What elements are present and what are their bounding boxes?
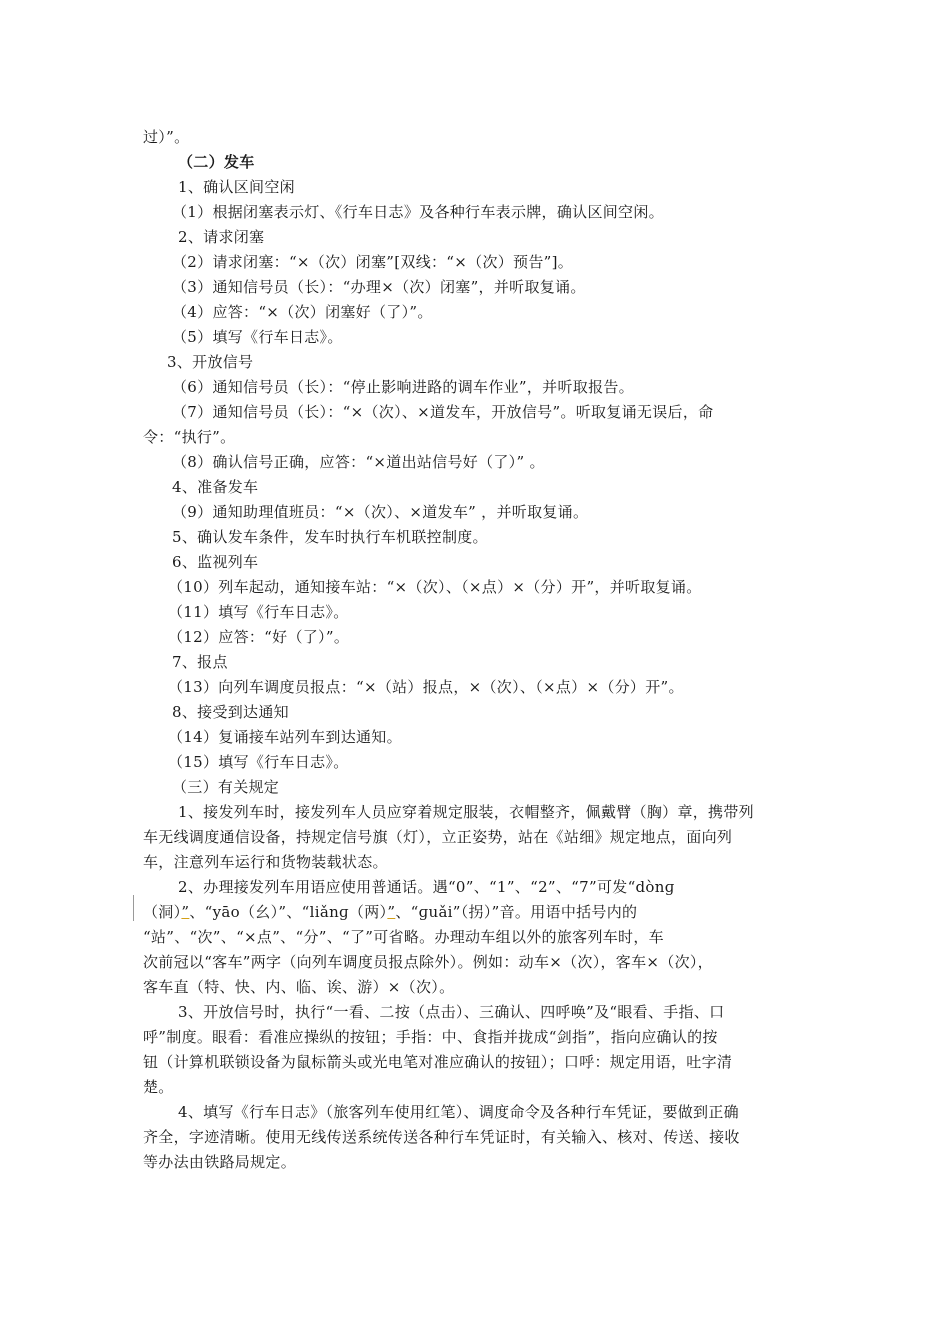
text-line: （2）请求闭塞：“×（次）闭塞”[双线：“×（次）预告”]。 [172, 253, 574, 271]
subheading: 6、监视列车 [172, 553, 259, 571]
text-line: （9）通知助理值班员：“×（次）、×道发车” ，并听取复诵。 [172, 503, 589, 521]
paragraph-line: 呼”制度。眼看：看准应操纵的按钮；手指：中、食指并拢成“剑指”，指向应确认的按 [143, 1028, 718, 1046]
paragraph-line: 次前冠以“客车”两字（向列车调度员报点除外）。例如：动车×（次），客车×（次）， [143, 953, 713, 971]
text-line: （15）填写《行车日志》。 [168, 753, 349, 771]
paragraph-line: 车，注意列车运行和货物装载状态。 [143, 853, 388, 871]
paragraph-line: 等办法由铁路局规定。 [143, 1153, 297, 1171]
text-line: （11）填写《行车日志》。 [168, 603, 349, 621]
text-line: （14）复诵接车站列车到达通知。 [168, 728, 402, 746]
text-line: （6）通知信号员（长）：“停止影响进路的调车作业”，并听取报告。 [172, 378, 634, 396]
text-span: 、“ɡuǎi”（拐）”音。用语中括号内的 [395, 903, 638, 921]
text-line: （7）通知信号员（长）：“×（次）、×道发车，开放信号”。听取复诵无误后，命 [172, 403, 714, 421]
paragraph-line: “站”、“次”、“×点”、“分”、“了”可省略。办理动车组以外的旅客列车时，车 [143, 928, 664, 946]
paragraph-line: 3、开放信号时，执行“一看、二按（点击）、三确认、四呼唤”及“眼看、手指、口 [178, 1003, 725, 1021]
subheading: 3、开放信号 [167, 353, 254, 371]
subheading: 1、确认区间空闲 [178, 178, 295, 196]
paragraph-line [143, 902, 637, 922]
text-line: （12）应答：“好（了）”。 [168, 628, 350, 646]
paragraph-line: 4、填写《行车日志》（旅客列车使用红笔）、调度命令及各种行车凭证，要做到正确 [178, 1103, 739, 1121]
revision-bar [133, 895, 134, 921]
underlined-quote: ” [387, 903, 396, 921]
paragraph-line: 齐全，字迹清晰。使用无线传送系统传送各种行车凭证时，有关输入、核对、传送、接收 [143, 1128, 740, 1146]
underlined-quote: ” [181, 903, 190, 921]
text-line: （10）列车起动，通知接车站：“×（次）、（×点）×（分）开”，并听取复诵。 [168, 578, 702, 596]
text-span: 、“yāo（幺）”、“liǎnɡ（两） [189, 903, 388, 921]
paragraph-line: 客车直（特、快、内、临、诶、游）×（次）。 [143, 978, 455, 996]
text-line: （3）通知信号员（长）：“办理×（次）闭塞”，并听取复诵。 [172, 278, 586, 296]
subheading: 4、准备发车 [172, 478, 259, 496]
text-line: 过）”。 [143, 128, 190, 146]
text-line: （4）应答：“×（次）闭塞好（了）”。 [172, 303, 433, 321]
text-line: （1）根据闭塞表示灯、《行车日志》及各种行车表示牌，确认区间空闲。 [172, 203, 664, 221]
text-line: 5、确认发车条件，发车时执行车机联控制度。 [172, 528, 488, 546]
section-heading: （二）发车 [178, 153, 255, 171]
subheading: 8、接受到达通知 [172, 703, 289, 721]
paragraph-line: 1、接发列车时，接发列车人员应穿着规定服装，衣帽整齐，佩戴臂（胸）章，携带列 [178, 803, 754, 821]
text-span: （洞） [143, 903, 182, 921]
text-line: （13）向列车调度员报点：“×（站）报点，×（次）、（×点）×（分）开”。 [168, 678, 684, 696]
subheading: 7、报点 [172, 653, 228, 671]
text-line: 令：“执行”。 [143, 428, 236, 446]
subheading: 2、请求闭塞 [178, 228, 265, 246]
text-line: （5）填写《行车日志》。 [172, 328, 343, 346]
paragraph-line: 2、办理接发列车用语应使用普通话。遇“0”、“1”、“2”、“7”可发“dònɡ [178, 878, 675, 896]
paragraph-line: 车无线调度通信设备，持规定信号旗（灯），立正姿势，站在《站细》规定地点，面向列 [143, 828, 733, 846]
text-line: （8）确认信号正确，应答：“×道出站信号好（了）” 。 [172, 453, 545, 471]
section-heading: （三）有关规定 [172, 778, 280, 796]
paragraph-line: 楚。 [143, 1078, 174, 1096]
paragraph-line: 钮（计算机联锁设备为鼠标箭头或光电笔对准应确认的按钮）；口呼：规定用语，吐字清 [143, 1053, 733, 1071]
